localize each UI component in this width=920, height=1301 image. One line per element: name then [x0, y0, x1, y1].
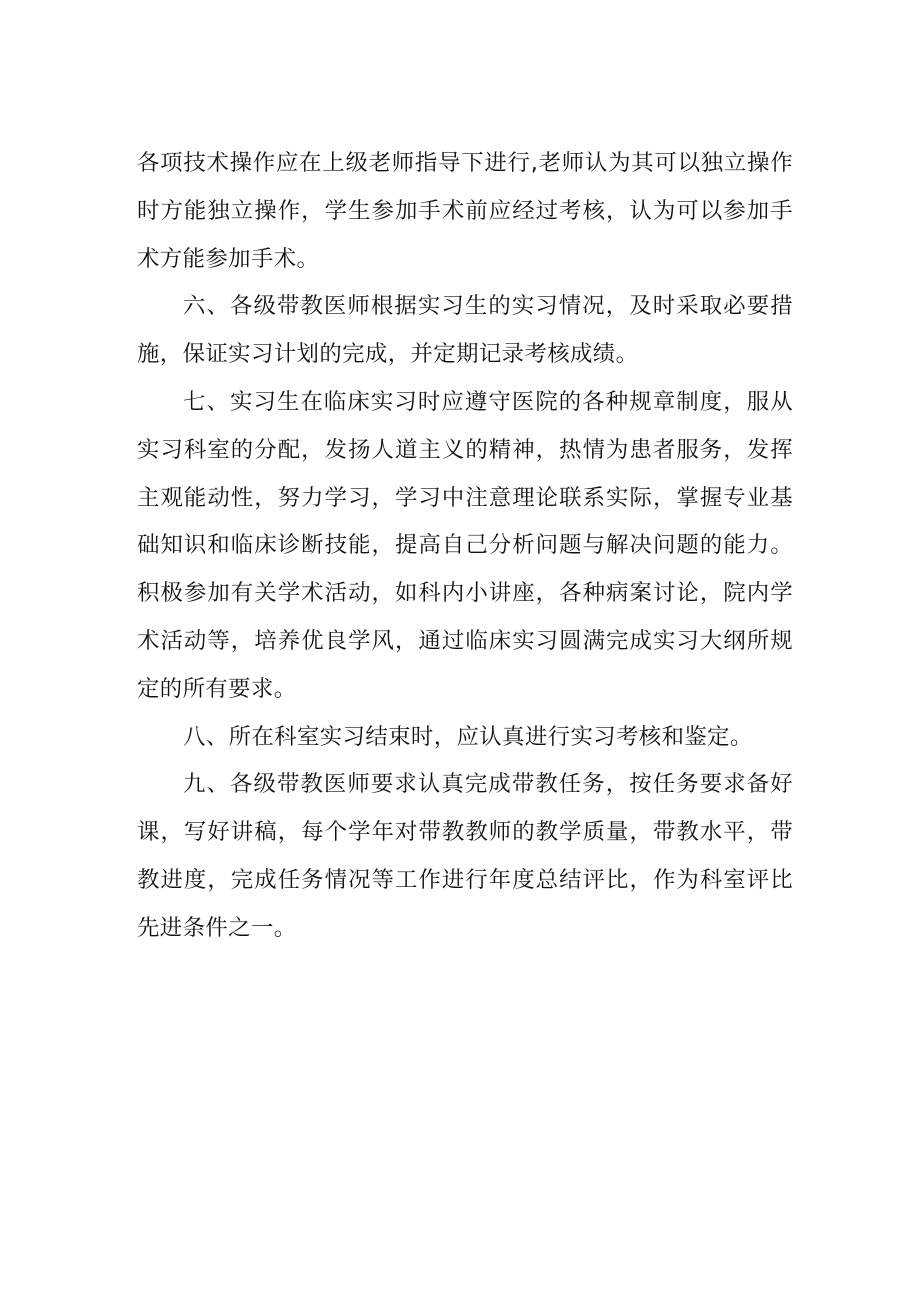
paragraph-continuation: 各项技术操作应在上级老师指导下进行,老师认为其可以独立操作时方能独立操作，学生参加手术前应经过考核，认为可以参加手术方能参加手术。: [137, 150, 793, 272]
paragraph-item-6: 六、各级带教医师根据实习生的实习情况，及时采取必要措施，保证实习计划的完成，并定期记录考核成绩。: [137, 293, 793, 368]
document-body: [137, 140, 793, 953]
paragraph-item-8: 八、所在科室实习结束时，应认真进行实习考核和鉴定。: [183, 723, 753, 750]
paragraph-item-7: 七、实习生在临床实习时应遵守医院的各种规章制度，服从实习科室的分配，发扬人道主义的精神，热情为患者服务，发挥主观能动性，努力学习，学习中注意理论联系实际，掌握专业基础知识和临床诊断技能，提高自己分析问题与解决问题的能力。积极参加有关学术活动，如科内小讲座，各种病案讨论，院内学术活动等，培养优良学风，通过临床实习圆满完成实习大纲所规定的所有要求。: [137, 388, 793, 702]
paragraph-item-9: 九、各级带教医师要求认真完成带教任务，按任务要求备好课，写好讲稿，每个学年对带教教师的教学质量，带教水平，带教进度，完成任务情况等工作进行年度总结评比，作为科室评比先进条件之一。: [137, 771, 793, 941]
